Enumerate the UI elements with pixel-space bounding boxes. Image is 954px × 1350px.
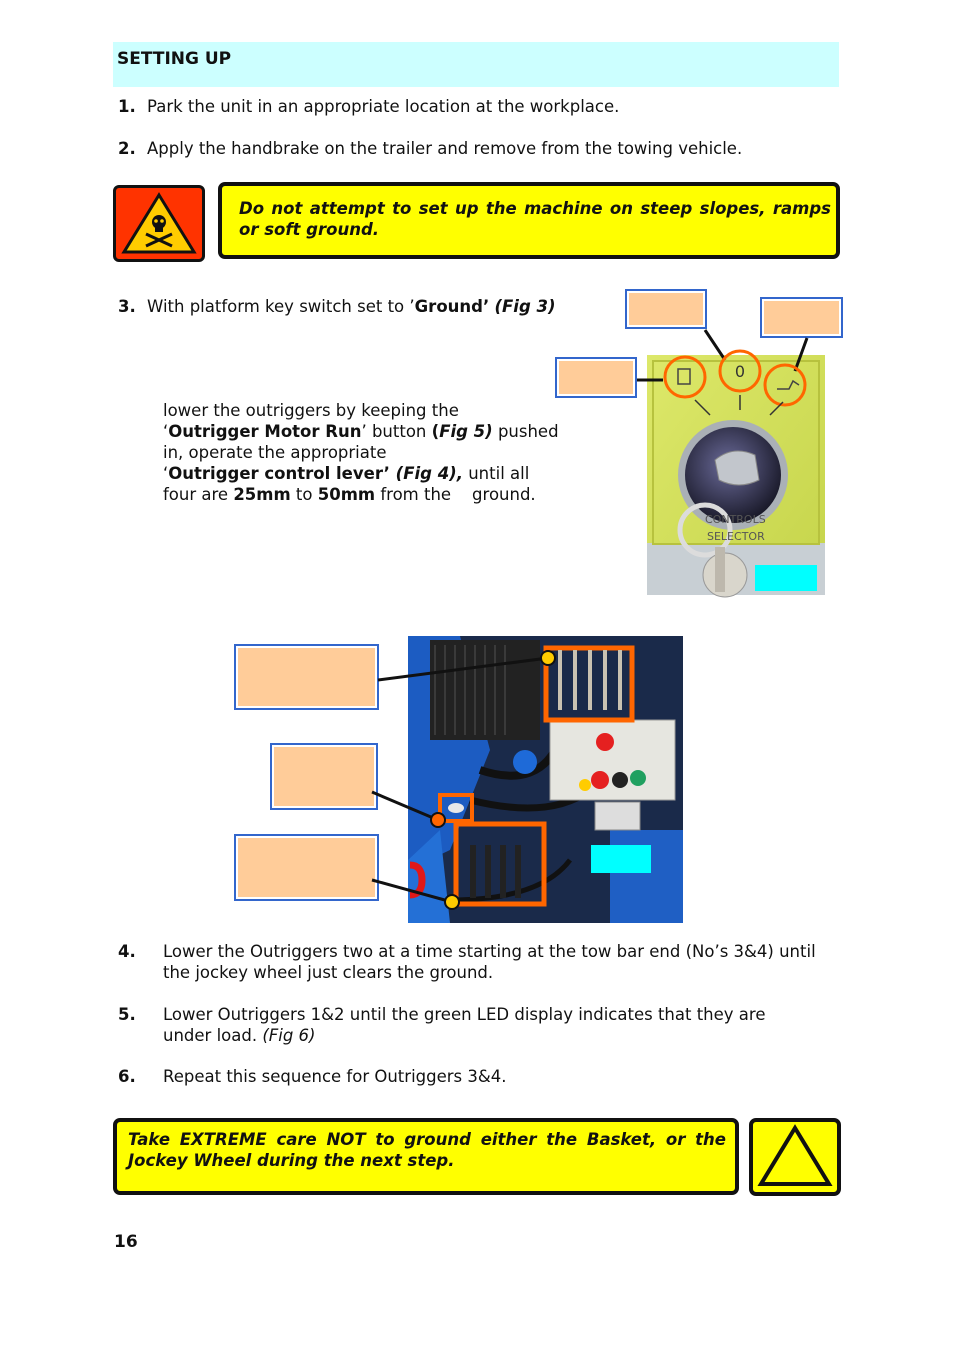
fig3-controls-selector-photo <box>545 285 845 600</box>
warning-box-bottom: Take EXTREME care NOT to ground either the Basket, or the Jockey Wheel during the next step. <box>113 1118 739 1195</box>
fig4-outrigger-controls-photo <box>370 630 690 930</box>
section-header <box>113 42 839 87</box>
skull-crossbones-icon <box>116 188 202 259</box>
svg-text:0: 0 <box>734 362 746 381</box>
step-3: 3. With platform key switch set to ’Ground’ (Fig 3) <box>118 297 556 316</box>
svg-text:CONTROLS: CONTROLS <box>705 513 766 526</box>
step-3-body: lower the outriggers by keeping the ‘Outrigger Motor Run’ button (Fig 5) pushed in, operate the appropriate ‘Outrigger control lever’ (Fig 4), until all four are 25mm to 50mm from the ground. <box>163 401 559 504</box>
caution-sign <box>749 1118 841 1196</box>
step-2: 2. Apply the handbrake on the trailer and remove from the towing vehicle. <box>118 139 743 158</box>
fig-callout-lower <box>234 834 379 901</box>
svg-text:SELECTOR: SELECTOR <box>707 530 765 543</box>
step-6: 6. Repeat this sequence for Outriggers 3&4. <box>118 1067 507 1086</box>
step-4: 4. Lower the Outriggers two at a time starting at the tow bar end (No’s 3&4) until the jockey wheel just clears the ground. <box>118 942 816 982</box>
danger-sign <box>113 185 205 262</box>
section-title: SETTING UP <box>117 49 232 69</box>
warning-triangle-icon <box>753 1122 837 1192</box>
step-5: 5. Lower Outriggers 1&2 until the green LED display indicates that they are under load. (Fig 6) <box>118 1005 766 1045</box>
fig-callout-middle <box>270 743 378 810</box>
fig-callout-upper <box>234 644 379 710</box>
step-1: 1. Park the unit in an appropriate location at the workplace. <box>118 97 620 116</box>
warning-box-top: Do not attempt to set up the machine on steep slopes, ramps or soft ground. <box>218 182 840 259</box>
page-number: 16 <box>114 1232 138 1252</box>
